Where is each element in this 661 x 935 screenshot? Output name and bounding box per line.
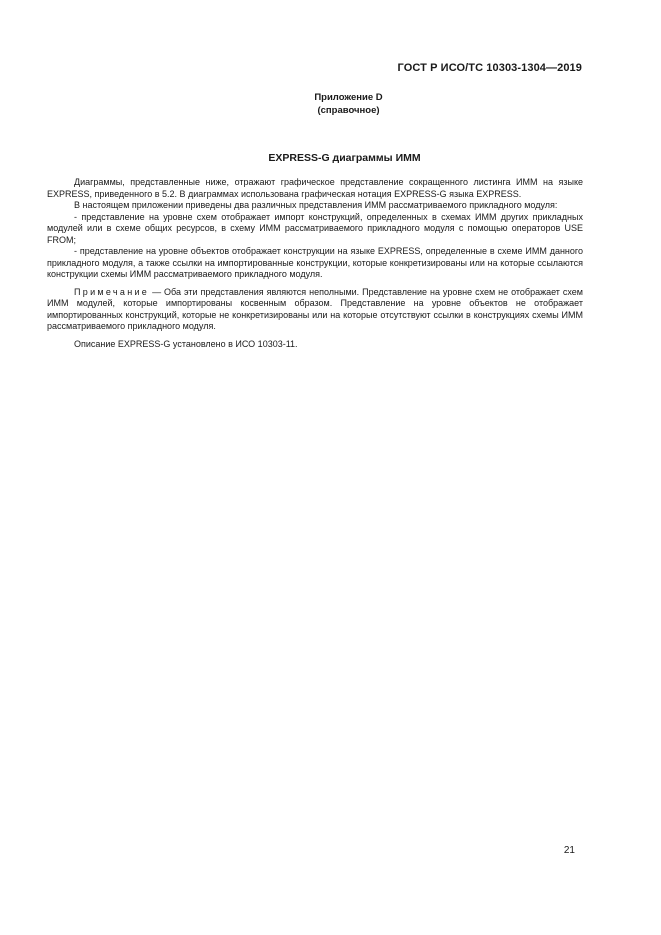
body-text — [47, 177, 583, 350]
annex-heading — [0, 91, 661, 117]
paragraph-intro: Диаграммы, представленные ниже, отражают графическое представление сокращенного листинга ИММ на языке EXPRESS, приведенного в 5.2. В диаграммах использована графическая нотация EXPRESS-G языка EXPRESS. — [47, 177, 583, 199]
paragraph-express-g-reference: Описание EXPRESS-G установлено в ИСО 10303-11. — [74, 338, 298, 349]
list-item-schema-level: - представление на уровне схем отображает импорт конструкций, определенных в схемах ИММ других прикладных модулей или в схеме общих ресурсов, в схему ИММ рассматриваемого прикладного модуля с помощью операторов USE FROM; — [47, 211, 583, 245]
page-number: 21 — [563, 845, 575, 856]
list-item-entity-level: - представление на уровне объектов отображает конструкции на языке EXPRESS, определенные в схеме ИММ данного прикладного модуля, а также ссылки на импортированные конструкции, которые конкретизированы или на которые ссылаются конструкции схемы ИММ рассматриваемого прикладного модуля. — [47, 246, 583, 279]
paragraph-representations: В настоящем приложении приведены два различных представления ИММ рассматриваемого прикладного модуля: — [74, 200, 558, 210]
annex-subtitle: (справочное) — [317, 105, 380, 116]
note-text: — Оба эти представления являются неполными. Представление на уровне схем не отображает схем ИММ модулей, которые импортированы косвенным образом. Представление на уровне объектов не отображает импортированных конструкций, которые не конкретизированы или на которые отсутствуют ссылки в конструкциях схемы ИММ рассматриваемого прикладного модуля. — [47, 286, 583, 331]
note-label: Примечание — [74, 286, 150, 297]
annex-title: Приложение D — [314, 92, 383, 103]
note-paragraph — [47, 287, 583, 333]
section-title: EXPRESS-G диаграммы ИММ — [268, 152, 421, 164]
standard-designation: ГОСТ Р ИСО/ТС 10303-1304—2019 — [397, 62, 582, 74]
